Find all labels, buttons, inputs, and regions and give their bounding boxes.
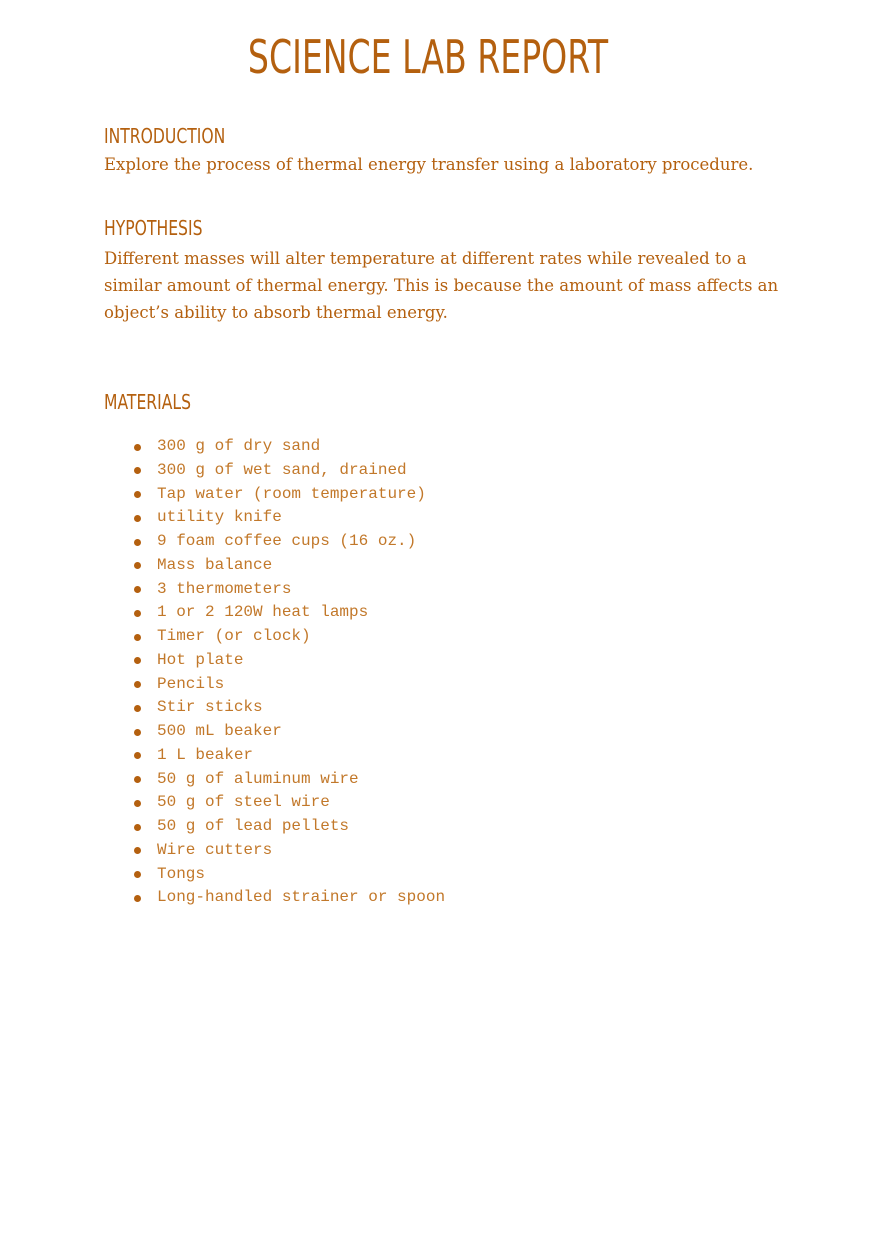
bullet-icon <box>134 515 141 522</box>
list-item <box>104 886 445 910</box>
bullet-icon <box>134 776 141 783</box>
list-item <box>104 720 445 744</box>
list-item <box>104 483 445 507</box>
list-item <box>104 744 445 768</box>
list-item <box>104 649 445 673</box>
bullet-icon <box>134 871 141 878</box>
list-item-text: utility knife <box>157 508 282 527</box>
list-item-text: 500 mL beaker <box>157 722 282 740</box>
list-item-text: Stir sticks <box>157 698 263 717</box>
list-item-text: 50 g of steel wire <box>157 793 330 812</box>
list-item <box>104 673 445 697</box>
list-item-text: 3 thermometers <box>157 579 292 598</box>
report-title: SCIENCE LAB REPORT <box>247 30 609 84</box>
list-item-text: Timer (or clock) <box>157 627 311 645</box>
list-item-text: Long-handled strainer or spoon <box>157 888 446 907</box>
list-item <box>104 554 445 578</box>
bullet-icon <box>134 895 141 902</box>
list-item-text: 50 g of lead pellets <box>157 817 350 835</box>
bullet-icon <box>134 539 141 546</box>
bullet-icon <box>134 444 141 451</box>
list-item <box>104 530 445 554</box>
list-item <box>104 435 445 459</box>
bullet-icon <box>134 657 141 664</box>
bullet-icon <box>134 562 141 569</box>
introduction-text: Explore the process of thermal energy transfer using a laboratory procedure. <box>104 155 754 174</box>
list-item-text: Hot plate <box>157 650 244 669</box>
list-item-text: 1 or 2 120W heat lamps <box>157 603 369 622</box>
list-item-text: 9 foam coffee cups (16 oz.) <box>157 532 417 550</box>
list-item <box>104 696 445 720</box>
bullet-icon <box>134 800 141 807</box>
materials-heading: MATERIALS <box>104 390 192 414</box>
bullet-icon <box>134 610 141 617</box>
materials-list <box>104 435 445 910</box>
list-item <box>104 625 445 649</box>
bullet-icon <box>134 729 141 736</box>
list-item-text: 1 L beaker <box>157 745 254 764</box>
hypothesis-text: Different masses will alter temperature at different rates while revealed to a similar amount of thermal energy. This is because the amount of mass affects an object’s ability to absorb thermal energy. <box>104 249 779 322</box>
bullet-icon <box>134 467 141 474</box>
bullet-icon <box>134 752 141 759</box>
list-item <box>104 863 445 887</box>
introduction-heading: INTRODUCTION <box>104 124 226 148</box>
list-item-text: Wire cutters <box>157 840 273 859</box>
bullet-icon <box>134 634 141 641</box>
list-item-text: Mass balance <box>157 555 273 574</box>
bullet-icon <box>134 824 141 831</box>
bullet-icon <box>134 681 141 688</box>
list-item <box>104 578 445 602</box>
list-item-text: 300 g of wet sand, drained <box>157 460 407 479</box>
bullet-icon <box>134 705 141 712</box>
list-item <box>104 768 445 792</box>
bullet-icon <box>134 847 141 854</box>
bullet-icon <box>134 586 141 593</box>
list-item <box>104 506 445 530</box>
list-item-text: Tap water (room temperature) <box>157 484 426 503</box>
hypothesis-heading: HYPOTHESIS <box>104 216 203 240</box>
list-item-text: 50 g of aluminum wire <box>157 769 359 788</box>
list-item <box>104 839 445 863</box>
list-item-text: 300 g of dry sand <box>157 437 321 455</box>
bullet-icon <box>134 491 141 498</box>
list-item <box>104 791 445 815</box>
list-item <box>104 815 445 839</box>
list-item <box>104 601 445 625</box>
list-item-text: Tongs <box>157 864 206 883</box>
list-item-text: Pencils <box>157 674 225 693</box>
list-item <box>104 459 445 483</box>
